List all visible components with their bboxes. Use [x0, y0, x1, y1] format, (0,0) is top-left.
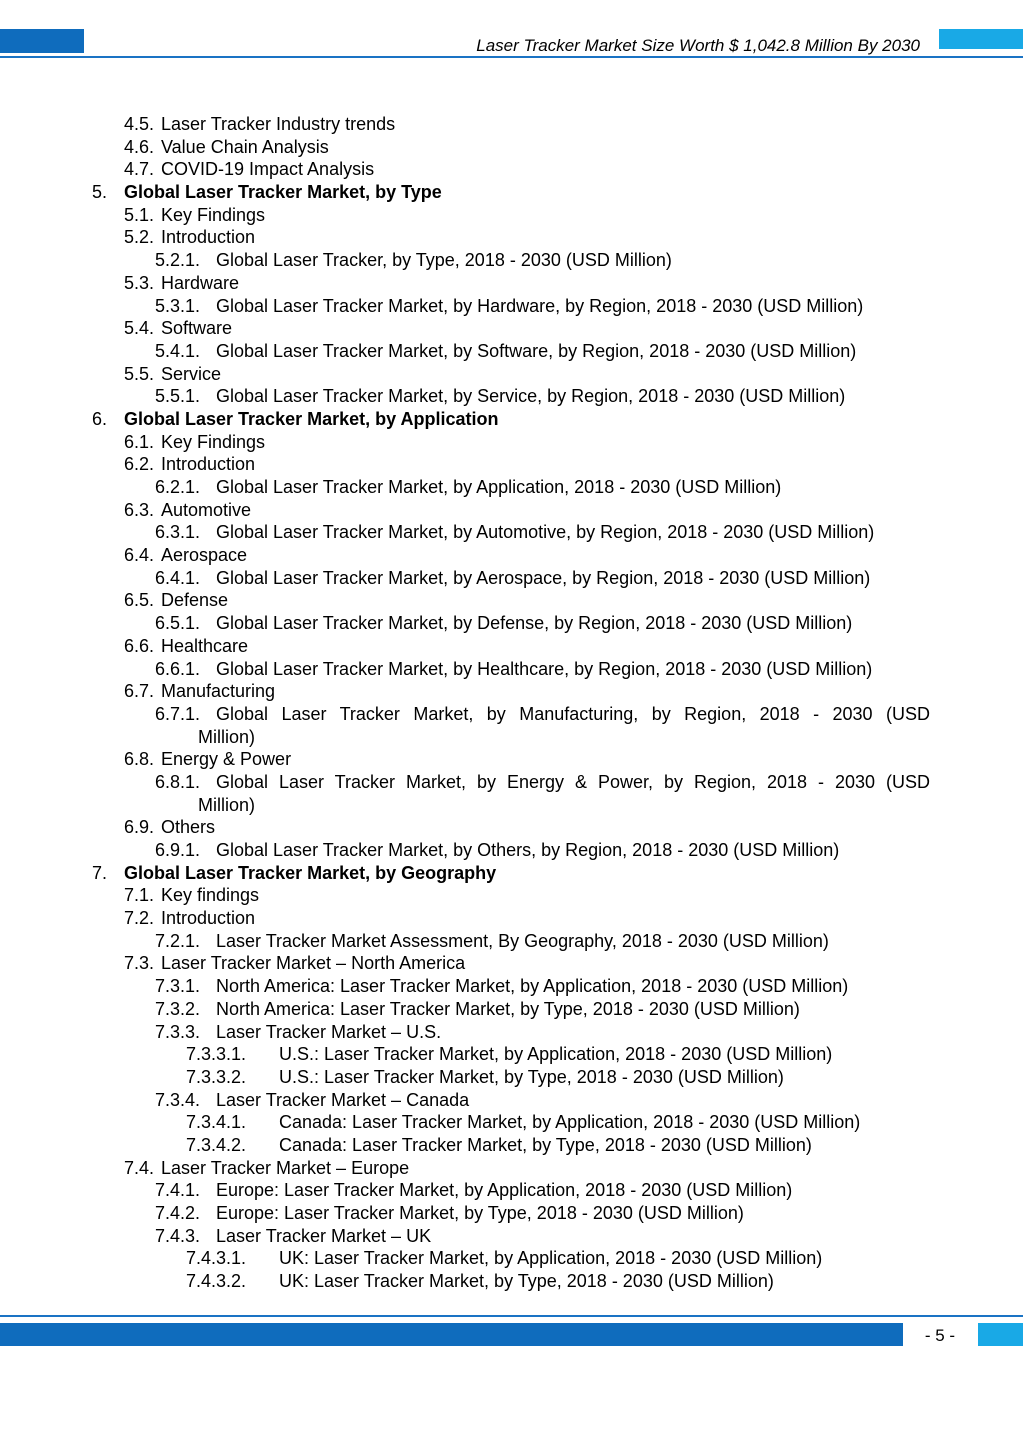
toc-entry-number: 6.	[92, 408, 108, 429]
toc-entry-title: Introduction	[161, 454, 256, 475]
toc-entry-title: Service	[161, 363, 222, 384]
toc-entry-number: 5.3.	[124, 272, 155, 293]
toc-entry-number: 7.4.3.2.	[186, 1271, 247, 1292]
toc-entry-title: Global Laser Tracker Market, by Healthcare, by Region, 2018 - 2030 (USD Million)	[216, 658, 873, 679]
toc-entry-number: 7.3.4.	[155, 1089, 201, 1110]
toc-entry-title: Global Laser Tracker Market, by Geography	[124, 862, 497, 883]
toc-entry-number: 6.2.1.	[155, 477, 201, 497]
toc-entry	[0, 567, 1023, 590]
toc-entry	[0, 589, 1023, 612]
toc-entry-title: Global Laser Tracker Market, by Defense, by Region, 2018 - 2030 (USD Million)	[216, 613, 853, 634]
toc-entry-title: Introduction	[161, 227, 256, 248]
toc-entry	[0, 249, 1023, 272]
toc-entry-title: Europe: Laser Tracker Market, by Application, 2018 - 2030 (USD Million)	[216, 1180, 793, 1201]
toc-entry-title: Global Laser Tracker Market, by Service, by Region, 2018 - 2030 (USD Million)	[216, 386, 846, 407]
toc-entry-number: 6.7.	[124, 681, 155, 702]
toc-entry-title: Global Laser Tracker Market, by Aerospace, by Region, 2018 - 2030 (USD Million)	[216, 567, 871, 588]
toc-entry	[0, 204, 1023, 227]
header-divider	[0, 56, 1023, 58]
toc-entry	[0, 1134, 1023, 1157]
toc-entry-number: 7.2.1.	[155, 930, 201, 951]
toc-entry	[0, 1179, 1023, 1202]
toc-entry-number: 7.	[92, 862, 108, 883]
toc-entry	[0, 726, 1023, 749]
toc-entry	[0, 340, 1023, 363]
toc-entry-number: 6.8.	[124, 749, 155, 770]
toc-entry-number: 5.5.	[124, 363, 155, 384]
toc-entry-number: 7.4.3.	[155, 1225, 201, 1246]
toc-entry	[0, 794, 1023, 817]
toc-entry	[0, 521, 1023, 544]
toc-entry-number: 5.3.1.	[155, 295, 201, 316]
toc-entry	[0, 181, 1023, 204]
toc-entry-number: 6.9.	[124, 817, 155, 838]
toc-entry-number: 6.4.	[124, 545, 155, 566]
toc-entry	[0, 839, 1023, 862]
toc-entry-title: Introduction	[161, 908, 256, 929]
toc-entry	[0, 680, 1023, 703]
toc-entry-title: Million)	[198, 794, 256, 815]
toc-entry-number: 6.1.	[124, 431, 155, 452]
toc-entry-title: UK: Laser Tracker Market, by Type, 2018 - 2030 (USD Million)	[279, 1271, 774, 1292]
toc-entry	[0, 998, 1023, 1021]
toc-entry-number: 7.3.1.	[155, 976, 201, 997]
toc-entry-number: 6.2.	[124, 454, 155, 475]
toc-entry-number: 7.4.3.1.	[186, 1248, 247, 1269]
toc-entry-title: North America: Laser Tracker Market, by Application, 2018 - 2030 (USD Million)	[216, 976, 849, 997]
toc-entry	[0, 884, 1023, 907]
toc-entry-number: 7.4.2.	[155, 1203, 201, 1223]
toc-entry-title: Global Laser Tracker, by Type, 2018 - 2030 (USD Million)	[216, 250, 672, 271]
toc-entry	[0, 1111, 1023, 1134]
toc-entry	[0, 1066, 1023, 1089]
toc-entry-title: Europe: Laser Tracker Market, by Type, 2018 - 2030 (USD Million)	[216, 1203, 744, 1223]
toc-entry-title: Laser Tracker Market – UK	[216, 1225, 432, 1246]
toc-entry	[0, 295, 1023, 318]
toc-entry-number: 7.3.4.1.	[186, 1112, 247, 1133]
toc-entry	[0, 431, 1023, 454]
toc-entry-number: 4.5.	[124, 114, 155, 134]
toc-entry-title: Canada: Laser Tracker Market, by Type, 2018 - 2030 (USD Million)	[279, 1134, 812, 1155]
toc-entry	[0, 975, 1023, 998]
toc-entry-number: 7.4.	[124, 1157, 155, 1178]
toc-entry	[0, 612, 1023, 635]
toc-entry-number: 7.4.1.	[155, 1180, 201, 1201]
toc-entry-number: 7.3.4.2.	[186, 1134, 247, 1155]
toc-entry-title: Others	[161, 817, 216, 838]
toc-entry-title: Hardware	[161, 272, 240, 293]
toc-entry-title: Million)	[198, 726, 256, 747]
toc-entry	[0, 226, 1023, 249]
toc-entry-title: Manufacturing	[161, 681, 276, 702]
toc-entry-number: 7.3.	[124, 953, 155, 974]
toc-entry	[0, 635, 1023, 658]
toc-entry	[0, 1021, 1023, 1044]
toc-entry	[0, 1157, 1023, 1180]
toc-entry-title: U.S.: Laser Tracker Market, by Application, 2018 - 2030 (USD Million)	[279, 1044, 833, 1065]
toc-entry-number: 5.	[92, 182, 108, 203]
toc-entry-number: 6.9.1.	[155, 840, 201, 860]
toc-entry-title: Key findings	[161, 885, 260, 906]
toc-entry-number: 5.5.1.	[155, 386, 201, 407]
toc-entry	[0, 272, 1023, 295]
toc-entry-title: North America: Laser Tracker Market, by Type, 2018 - 2030 (USD Million)	[216, 998, 800, 1019]
toc-entry	[0, 136, 1023, 159]
toc-entry-title: Global Laser Tracker Market, by Manufacturing, by Region, 2018 - 2030 (USD	[216, 703, 930, 724]
toc-entry-title: Global Laser Tracker Market, by Application	[124, 408, 499, 429]
toc-entry-number: 4.6.	[124, 136, 155, 157]
toc-entry-title: Laser Tracker Market – North America	[161, 953, 466, 974]
toc-entry	[0, 816, 1023, 839]
toc-entry-title: Laser Tracker Market Assessment, By Geography, 2018 - 2030 (USD Million)	[216, 930, 829, 951]
header-accent-right	[939, 29, 1023, 49]
toc-entry-title: Global Laser Tracker Market, by Energy & Power, by Region, 2018 - 2030 (USD	[216, 771, 930, 792]
toc-entry-title: Canada: Laser Tracker Market, by Application, 2018 - 2030 (USD Million)	[279, 1112, 861, 1133]
toc-entry-title: Aerospace	[161, 545, 248, 566]
toc-entry	[0, 658, 1023, 681]
toc-entry	[0, 1089, 1023, 1112]
toc-entry-number: 4.7.	[124, 159, 155, 180]
toc-entry	[0, 158, 1023, 181]
toc-entry-number: 5.4.1.	[155, 340, 201, 361]
toc-entry-title: Value Chain Analysis	[161, 136, 329, 157]
toc-entry-title: Defense	[161, 590, 229, 611]
toc-entry-title: Global Laser Tracker Market, by Software, by Region, 2018 - 2030 (USD Million)	[216, 340, 857, 361]
toc-entry	[0, 1247, 1023, 1270]
toc-entry-number: 5.4.	[124, 318, 155, 339]
toc-entry-title: Software	[161, 318, 233, 339]
toc-entry-title: Laser Tracker Market – Canada	[216, 1089, 470, 1110]
toc-entry-title: Energy & Power	[161, 749, 292, 770]
toc-entry-title: Global Laser Tracker Market, by Type	[124, 182, 442, 203]
toc-entry-title: Automotive	[161, 499, 252, 520]
toc-entry-title: Healthcare	[161, 635, 249, 656]
toc-entry-number: 6.6.1.	[155, 658, 201, 679]
toc-entry-title: Global Laser Tracker Market, by Hardware, by Region, 2018 - 2030 (USD Million)	[216, 295, 864, 316]
toc-entry	[0, 453, 1023, 476]
toc-entry	[0, 1270, 1023, 1293]
toc-entry-number: 7.2.	[124, 908, 155, 929]
toc-entry-number: 5.2.1.	[155, 250, 201, 271]
toc-entry	[0, 952, 1023, 975]
toc-entry-number: 7.3.3.	[155, 1021, 201, 1042]
toc-entry	[0, 1043, 1023, 1066]
toc-entry-number: 7.3.3.2.	[186, 1066, 247, 1087]
toc-entry-number: 6.3.	[124, 499, 155, 520]
toc-entry-number: 6.7.1.	[155, 703, 201, 724]
toc-entry-title: Global Laser Tracker Market, by Others, by Region, 2018 - 2030 (USD Million)	[216, 840, 840, 860]
toc-entry-title: Global Laser Tracker Market, by Automotive, by Region, 2018 - 2030 (USD Million)	[216, 522, 875, 543]
toc-entry-number: 7.1.	[124, 885, 155, 906]
toc-entry	[0, 1202, 1023, 1225]
toc-entry-title: Key Findings	[161, 204, 266, 225]
page-number: - 5 -	[924, 1326, 956, 1345]
toc-entry	[0, 499, 1023, 522]
toc-entry	[0, 385, 1023, 408]
toc-entry-number: 6.4.1.	[155, 567, 201, 588]
toc-entry-number: 6.8.1.	[155, 771, 201, 792]
toc-entry-number: 6.6.	[124, 635, 155, 656]
toc-entry	[0, 1225, 1023, 1248]
header-accent-left	[0, 29, 84, 53]
toc-entry-number: 5.2.	[124, 227, 155, 248]
toc-entry	[0, 930, 1023, 953]
toc-entry	[0, 544, 1023, 567]
toc-entry-title: COVID-19 Impact Analysis	[161, 159, 375, 180]
toc-entry	[0, 408, 1023, 431]
toc-entry	[0, 748, 1023, 771]
toc-entry-number: 6.5.1.	[155, 613, 201, 634]
footer-accent-left	[0, 1323, 903, 1346]
toc-entry-title: UK: Laser Tracker Market, by Application, 2018 - 2030 (USD Million)	[279, 1248, 823, 1269]
toc-entry-title: Laser Tracker Market – U.S.	[216, 1021, 442, 1042]
toc-entry-number: 6.5.	[124, 590, 155, 611]
toc-entry	[0, 113, 1023, 136]
toc-entry-title: Laser Tracker Market – Europe	[161, 1157, 410, 1178]
toc-entry	[0, 703, 1023, 726]
toc-entry-title: Global Laser Tracker Market, by Application, 2018 - 2030 (USD Million)	[216, 477, 782, 497]
toc-entry	[0, 907, 1023, 930]
toc-entry	[0, 862, 1023, 885]
toc-entry	[0, 771, 1023, 794]
toc-entry-number: 5.1.	[124, 204, 155, 225]
toc-entry-title: U.S.: Laser Tracker Market, by Type, 2018 - 2030 (USD Million)	[279, 1066, 784, 1087]
toc-entry-title: Key Findings	[161, 431, 266, 452]
toc-entry	[0, 363, 1023, 386]
footer-divider	[0, 1315, 1023, 1317]
toc-entry-title: Laser Tracker Industry trends	[161, 114, 396, 134]
toc-entry	[0, 317, 1023, 340]
toc-entry-number: 7.3.2.	[155, 998, 201, 1019]
toc-entry-number: 6.3.1.	[155, 522, 201, 543]
toc-entry-number: 7.3.3.1.	[186, 1044, 247, 1065]
document-title: Laser Tracker Market Size Worth $ 1,042.8 Million By 2030	[476, 36, 920, 55]
toc-entry	[0, 476, 1023, 499]
table-of-contents	[0, 113, 1023, 1293]
footer-accent-right	[978, 1323, 1023, 1346]
